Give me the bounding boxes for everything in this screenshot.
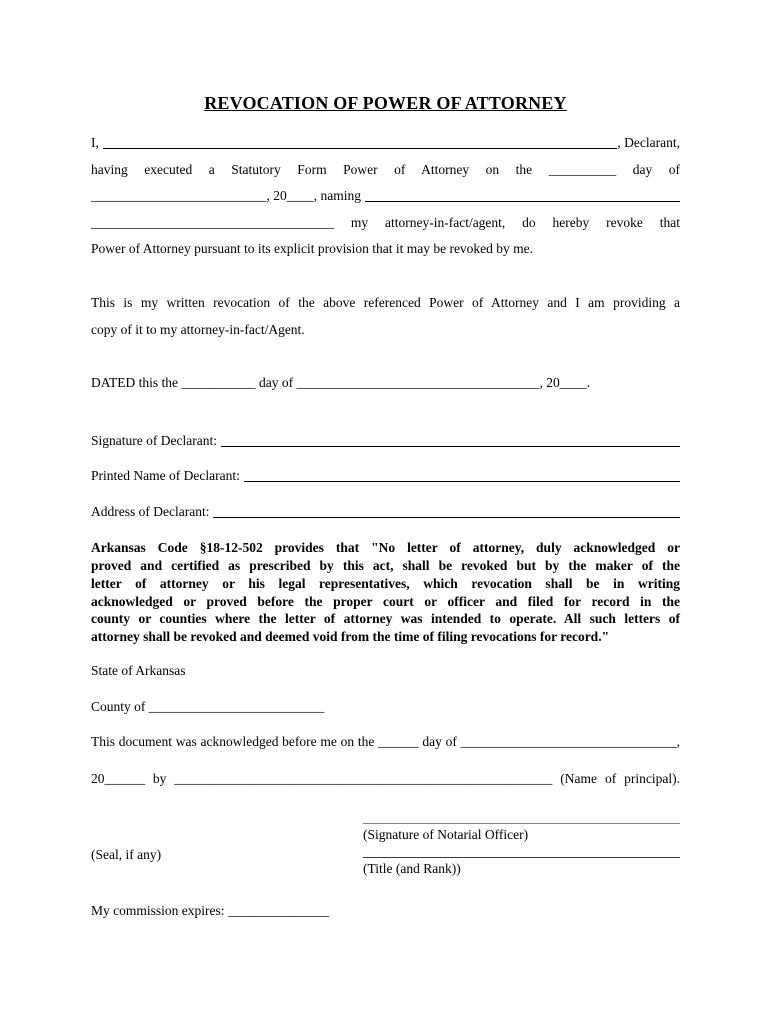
signature-of-declarant-line [91, 423, 680, 459]
notary-section [91, 823, 680, 878]
notarial-officer-signature-line[interactable] [363, 823, 680, 824]
printed-name-of-declarant-line [91, 458, 680, 494]
revocation-line-1: This is my written revocation of the above referenced Power of Attorney and I am providing a [91, 294, 680, 310]
statute-line-4: acknowledged or proved before the proper court or officer and filed for record in the [91, 593, 680, 609]
declarant-name-blank[interactable] [103, 145, 618, 149]
document-title: REVOCATION OF POWER OF ATTORNEY [204, 93, 567, 113]
dated-line: DATED this the ___________ day of ____________________________________, 20____. [91, 375, 591, 391]
opening-line-4: ____________________________________ my attorney-in-fact/agent, do hereby revoke that [91, 214, 680, 230]
opening-line-1-post: , Declarant, [617, 135, 680, 150]
statute-paragraph [91, 539, 680, 646]
agent-name-blank[interactable] [365, 198, 680, 202]
statute-line-6: attorney shall be revoked and deemed void from the time of filing revocations for record." [91, 629, 610, 645]
statute-line-1: Arkansas Code §18-12-502 provides that "No letter of attorney, duly acknowledged or [91, 540, 680, 556]
statute-line-2: proved and certified as prescribed by this act, shall be revoked but by the maker of the [91, 558, 680, 574]
statute-line-3: letter of attorney or his legal representatives, which revocation shall be in writing [91, 575, 680, 591]
notarial-officer-title-caption: (Title (and Rank)) [363, 861, 461, 877]
opening-line-2: having executed a Statutory Form Power of Attorney on the __________ day of [91, 161, 680, 177]
notary-left-column [91, 823, 363, 878]
address-of-declarant-blank[interactable] [213, 514, 680, 518]
acknowledged-line-2: 20______ by ________________________________________________________ (Name of principal). [91, 770, 680, 786]
revocation-statement [91, 290, 680, 343]
declarant-signature-block [91, 423, 680, 530]
opening-paragraph [91, 130, 680, 263]
opening-line-3 [91, 183, 680, 210]
acknowledged-line-1: This document was acknowledged before me on the ______ day of ________________________________, [91, 734, 680, 750]
county-line: County of __________________________ [91, 698, 325, 714]
opening-line-5: Power of Attorney pursuant to its explicit provision that it may be revoked by me. [91, 241, 534, 257]
statute-line-5: county or counties where the letter of attorney was intended to operate. All such letters of [91, 611, 680, 627]
notary-right-column [363, 823, 680, 878]
seal-label: (Seal, if any) [91, 847, 162, 863]
revocation-line-2: copy of it to my attorney-in-fact/Agent. [91, 321, 305, 337]
state-line: State of Arkansas [91, 663, 186, 679]
commission-expires-line: My commission expires: _______________ [91, 903, 330, 919]
notarial-officer-signature-caption: (Signature of Notarial Officer) [363, 827, 529, 843]
opening-line-1 [91, 130, 680, 157]
printed-name-of-declarant-label: Printed Name of Declarant: [91, 468, 240, 484]
signature-of-declarant-label: Signature of Declarant: [91, 432, 217, 448]
address-of-declarant-label: Address of Declarant: [91, 503, 210, 519]
signature-of-declarant-blank[interactable] [221, 443, 680, 447]
printed-name-of-declarant-blank[interactable] [244, 478, 680, 482]
notarial-officer-title-line[interactable] [363, 857, 680, 858]
opening-line-3-text: __________________________, 20____, naming [91, 188, 361, 204]
address-of-declarant-line [91, 494, 680, 530]
acknowledgment-block [91, 658, 680, 792]
opening-line-1-pre: I, [91, 135, 99, 150]
